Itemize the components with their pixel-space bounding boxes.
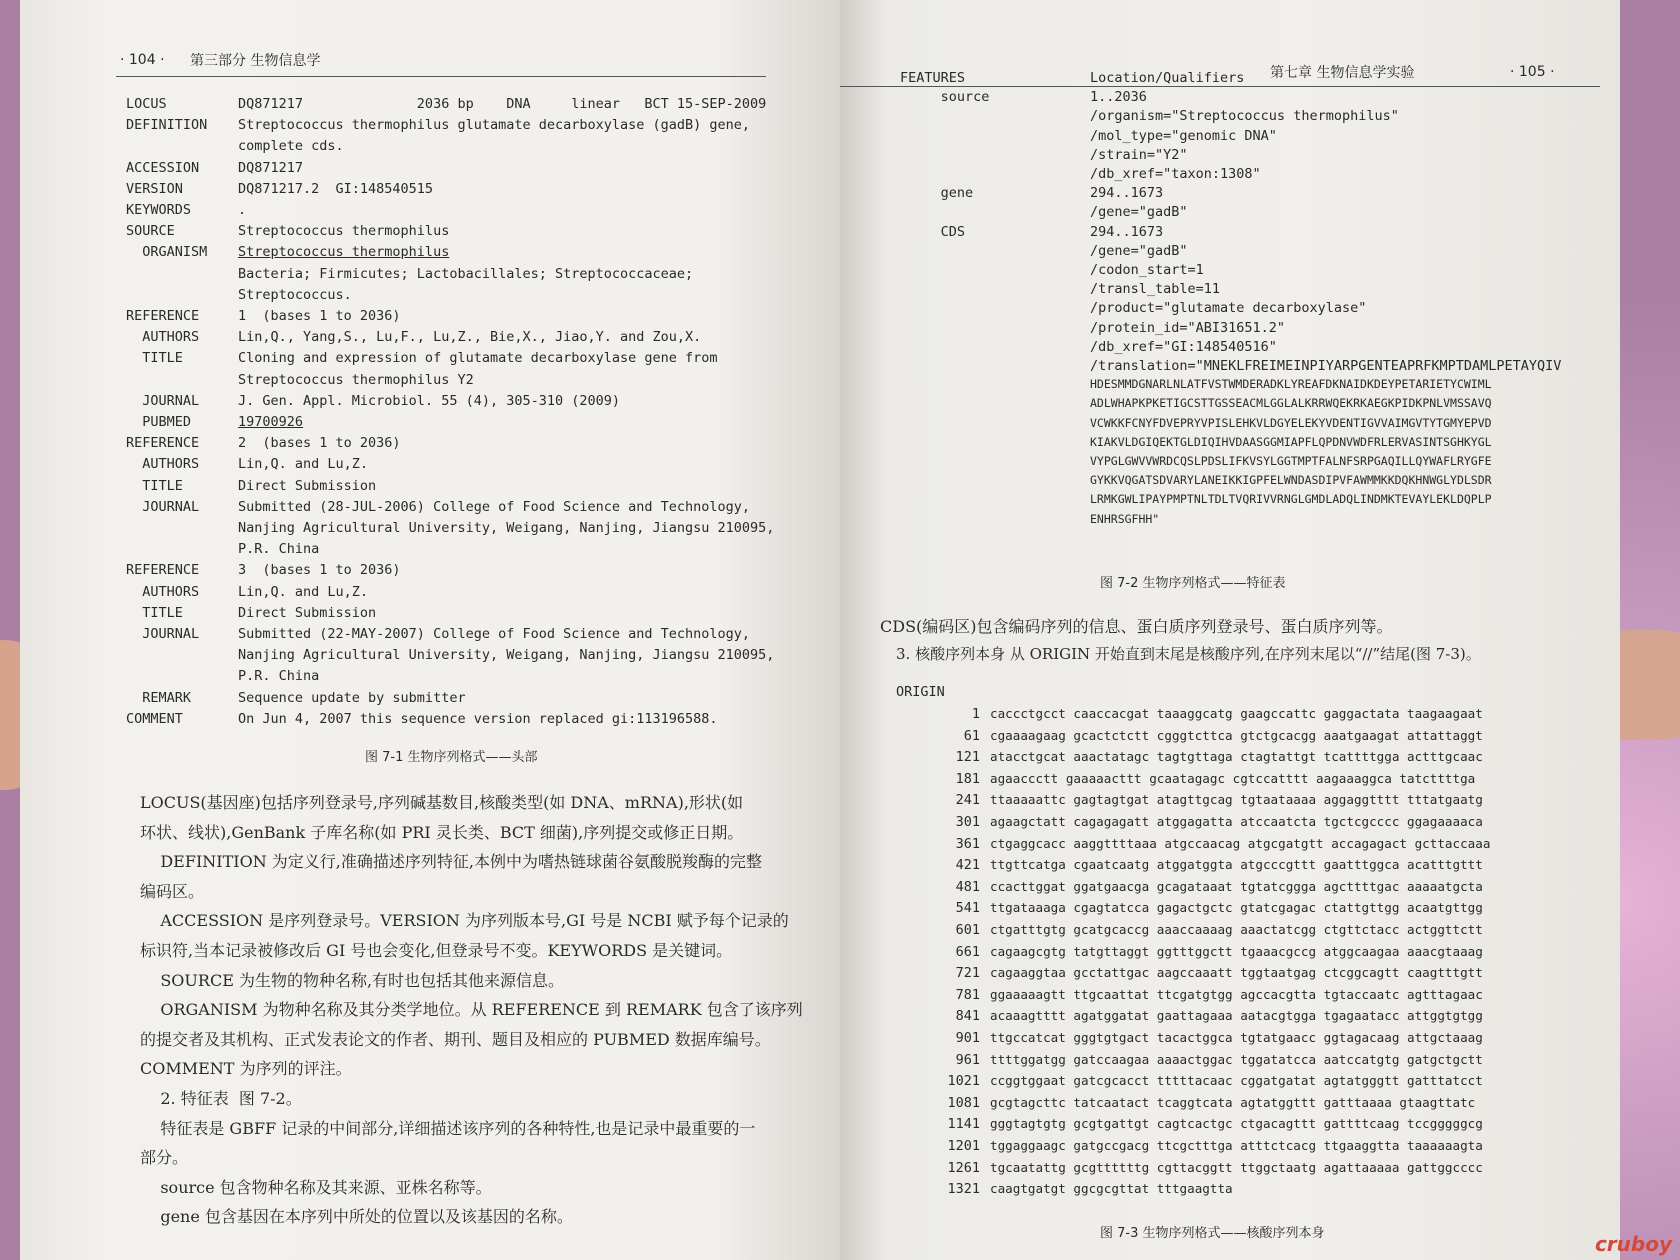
sequence-position: 121	[955, 749, 980, 766]
feature-value: 1..2036	[1090, 89, 1147, 106]
feature-value: /protein_id="ABI31651.2"	[1090, 319, 1286, 336]
record-key: KEYWORDS	[126, 202, 192, 218]
sequence-position: 781	[955, 986, 980, 1003]
left-page	[20, 0, 840, 1260]
record-key: SOURCE	[126, 223, 175, 240]
sequence-position: 961	[955, 1051, 980, 1068]
feature-value: /organism="Streptococcus thermophilus"	[1090, 108, 1399, 125]
sequence-position: 1321	[947, 1181, 980, 1198]
feature-value: /transl_table=11	[1090, 281, 1221, 298]
sequence-position: 661	[955, 943, 980, 960]
record-key: COMMENT	[126, 710, 183, 727]
paragraph-line: 标识符,当本记录被修改后 GI 号也会变化,但登录号不变。KEYWORDS 是关键词。	[140, 941, 733, 960]
sequence-position: 721	[955, 965, 980, 982]
record-value: complete cds.	[238, 138, 344, 155]
sequence-bases: caccctgcct caaccacgat taaaggcatg gaagccattc gaggactata taagaagaat	[990, 706, 1483, 721]
record-key: REFERENCE	[126, 308, 200, 324]
sequence-bases: gggtagtgtg gcgtgattgt cagtcactgc ctgacagttt gattttcaag tccgggggcg	[990, 1116, 1483, 1132]
sequence-position: 1	[971, 706, 980, 722]
feature-value: /db_xref="taxon:1308"	[1090, 166, 1261, 182]
feature-value: HDESMMDGNARLNLATFVSTWMDERADKLYREAFDKNAIDKDEYPETARIETYCWIML	[1090, 377, 1492, 392]
paragraph-line: LOCUS(基因座)包括序列登录号,序列碱基数目,核酸类型(如 DNA、mRNA),形状(如	[140, 793, 744, 812]
record-value: Cloning and expression of glutamate decarboxylase gene from	[238, 350, 718, 367]
paragraph-line: 环状、线状),GenBank 子库名称(如 PRI 灵长类、BCT 细菌),序列提交或修正日期。	[140, 822, 744, 842]
record-value: DQ871217	[238, 159, 304, 176]
record-key: AUTHORS	[126, 583, 200, 600]
record-value: Lin,Q. and Lu,Z.	[238, 456, 369, 473]
record-value: 1 (bases 1 to 2036)	[238, 308, 401, 324]
sequence-position: 841	[955, 1008, 980, 1025]
sequence-position: 1021	[947, 1073, 980, 1090]
record-value: Bacteria; Firmicutes; Lactobacillales; Streptococcaceae;	[238, 265, 694, 282]
record-key: TITLE	[126, 477, 183, 494]
right-header-title: 第七章 生物信息学实验	[1270, 65, 1415, 81]
sequence-bases: ccacttggat ggatgaacga gcagataaat tgtatcggga agcttttgac aaaaatgcta	[990, 878, 1483, 894]
record-key: TITLE	[126, 604, 183, 621]
paragraph-line: 部分。	[140, 1148, 189, 1168]
paragraph-line: ORGANISM 为物种名称及其分类学地位。从 REFERENCE 到 REMARK 包含了该序列	[140, 1000, 803, 1020]
record-key: REFERENCE	[126, 562, 200, 579]
record-key: ACCESSION	[126, 159, 200, 176]
watermark-text: cruboy	[1594, 1232, 1672, 1256]
feature-value: /codon_start=1	[1090, 262, 1204, 278]
sequence-bases: ttgccatcat gggtgtgact tacactggca tgtatgaacc ggtagacaag attgctaaag	[990, 1030, 1483, 1045]
feature-value: /gene="gadB"	[1090, 242, 1188, 259]
paragraph-line: 特征表是 GBFF 记录的中间部分,详细描述该序列的各种特性,也是记录中最重要的一	[140, 1118, 756, 1138]
record-value: DQ871217.2 GI:148540515	[238, 180, 434, 197]
record-key: JOURNAL	[126, 392, 200, 409]
feature-value: KIAKVLDGIQEKTGLDIQIHVDAASGGMIAPFLQPDNVWDFRLERVASINTSGHKYGL	[1090, 434, 1492, 449]
sequence-position: 1081	[947, 1094, 980, 1111]
feature-value: /gene="gadB"	[1090, 204, 1188, 221]
record-value: Direct Submission	[238, 604, 377, 621]
record-value: On Jun 4, 2007 this sequence version replaced gi:113196588.	[238, 710, 718, 727]
record-key: TITLE	[126, 350, 183, 367]
record-value: J. Gen. Appl. Microbiol. 55 (4), 305-310 (2009)	[238, 392, 621, 409]
sequence-position: 61	[963, 727, 980, 744]
sequence-position: 181	[955, 770, 980, 787]
record-value: Streptococcus thermophilus	[238, 223, 450, 240]
record-value: Lin,Q., Yang,S., Lu,F., Lu,Z., Bie,X., Jiao,Y. and Zou,X.	[238, 329, 702, 346]
record-value: 2 (bases 1 to 2036)	[238, 435, 401, 452]
record-key: REFERENCE	[126, 435, 200, 452]
left-header-rule	[116, 76, 766, 77]
right-header-rule	[840, 86, 1600, 87]
sequence-bases: agaaccctt gaaaaacttt gcaatagagc cgtccatttt aagaaaggca tatcttttga	[990, 770, 1476, 786]
feature-key: source	[900, 89, 990, 106]
feature-value: /db_xref="GI:148540516"	[1090, 338, 1277, 355]
sequence-bases: ctgaggcacc aaggttttaaa atgccaacag atgcgatgtt accagagact gcttaccaaa	[990, 835, 1491, 851]
record-key: LOCUS	[126, 96, 167, 112]
feature-value: /strain="Y2"	[1090, 146, 1188, 163]
sequence-bases: tggaggaagc gatgccgacg ttcgctttga atttctcacg ttgaaggtta taaaaaagta	[990, 1138, 1483, 1153]
feature-value: /product="glutamate decarboxylase"	[1090, 300, 1367, 317]
sequence-bases: ctgatttgtg gcatgcaccg aaaccaaaag aaactatcgg ctgttctacc actggttctt	[990, 922, 1483, 937]
left-page-number: · 104 ·	[120, 52, 165, 68]
feature-value: ENHRSGFHH"	[1090, 511, 1160, 526]
feature-value: LRMKGWLIPAYPMPTNLTDLTVQRIVVRNGLGMDLADQLINDMKTEVAYLEKLDQPLP	[1090, 492, 1492, 507]
sequence-bases: ccggtggaat gatcgcacct tttttacaac cggatgatat agtatgggtt gatttatcct	[990, 1073, 1483, 1089]
record-value: Direct Submission	[238, 477, 377, 494]
feature-key: FEATURES	[900, 70, 966, 86]
record-key: PUBMED	[126, 414, 192, 430]
figure-7-2-caption: 图 7-2 生物序列格式——特征表	[1100, 576, 1286, 591]
record-value: Streptococcus thermophilus glutamate decarboxylase (gadB) gene,	[238, 117, 751, 134]
record-value: P.R. China	[238, 541, 320, 558]
figure-7-1-caption: 图 7-1 生物序列格式——头部	[365, 750, 538, 765]
sequence-position: 301	[955, 814, 980, 830]
paragraph-line: 的提交者及其机构、正式发表论文的作者、期刊、题目及相应的 PUBMED 数据库编号。	[140, 1029, 771, 1049]
sequence-bases: acaaagtttt agatggatat gaattagaaa aatacgtgga tgagaatacc attggtgtgg	[990, 1008, 1483, 1024]
paragraph-line: COMMENT 为序列的评注。	[140, 1059, 352, 1079]
right-page	[840, 0, 1620, 1260]
feature-value: VYPGLGWVVWRDCQSLPDSLIFKVSYLGGTMPTFALNFSRPGAQILLQYWAFLRYGFE	[1090, 454, 1492, 468]
record-value: Lin,Q. and Lu,Z.	[238, 583, 369, 600]
sequence-position: 1261	[947, 1159, 980, 1176]
record-value: DQ871217 2036 bp DNA linear BCT 15-SEP-2009	[238, 96, 767, 112]
record-value: Nanjing Agricultural University, Weigang, Nanjing, Jiangsu 210095,	[238, 520, 775, 536]
sequence-bases: ggaaaaagtt ttgcaattat ttcgatgtgg agccacgtta tgtaccaatc agtttagaac	[990, 986, 1483, 1002]
sequence-position: 421	[955, 857, 980, 874]
paragraph-line: SOURCE 为生物的物种名称,有时也包括其他来源信息。	[140, 970, 565, 990]
sequence-position: 901	[955, 1030, 980, 1046]
record-key: JOURNAL	[126, 498, 200, 515]
left-header-title: 第三部分 生物信息学	[190, 53, 321, 69]
sequence-bases: agaagctatt cagagagatt atggagatta atccaatcta tgctcgcccc ggagaaaaca	[990, 814, 1483, 829]
record-value: 19700926	[238, 414, 304, 430]
feature-value: /mol_type="genomic DNA"	[1090, 127, 1277, 144]
sequence-bases: ttttggatgg gatccaagaa aaaactggac tggatatcca aatccatgtg gatgctgctt	[990, 1051, 1483, 1067]
record-value: 3 (bases 1 to 2036)	[238, 562, 401, 579]
record-key: AUTHORS	[126, 456, 200, 473]
record-key: VERSION	[126, 180, 183, 197]
record-value: Nanjing Agricultural University, Weigang, Nanjing, Jiangsu 210095,	[238, 647, 775, 664]
record-value: P.R. China	[238, 668, 320, 685]
paragraph-line: gene 包含基因在本序列中所处的位置以及该基因的名称。	[140, 1207, 573, 1227]
sequence-bases: ttgttcatga cgaatcaatg atggatggta atgcccgttt gaatttggca acatttgttt	[990, 857, 1483, 873]
sequence-paragraph: 3. 核酸序列本身 从 ORIGIN 开始直到末尾是核酸序列,在序列末尾以“//”结尾(图 7-3)。	[896, 645, 1481, 663]
record-value: Submitted (22-MAY-2007) College of Food Science and Technology,	[238, 626, 751, 642]
paragraph-line: ACCESSION 是序列登录号。VERSION 为序列版本号,GI 号是 NCBI 赋予每个记录的	[140, 911, 789, 931]
record-value: Streptococcus thermophilus	[238, 244, 450, 261]
record-value: Submitted (28-JUL-2006) College of Food Science and Technology,	[238, 498, 751, 515]
record-value: Sequence update by submitter	[238, 689, 466, 706]
figure-7-3-caption: 图 7-3 生物序列格式——核酸序列本身	[1100, 1226, 1325, 1241]
paragraph-line: DEFINITION 为定义行,准确描述序列特征,本例中为嗜热链球菌谷氨酸脱羧酶的完整	[140, 852, 762, 872]
sequence-bases: cgaaaagaag gcactctctt cgggtcttca gtctgcacgg aaatgaagat attattaggt	[990, 727, 1483, 743]
sequence-position: 1141	[947, 1116, 980, 1133]
sequence-position: 541	[955, 900, 980, 917]
sequence-bases: ttgataaaga cgagtatcca gagactgctc gtatcgagac ctattgttgg acaatgttgg	[990, 900, 1483, 916]
record-value: Streptococcus.	[238, 286, 352, 303]
origin-label: ORIGIN	[896, 684, 945, 700]
sequence-position: 1201	[947, 1138, 980, 1154]
record-key: DEFINITION	[126, 117, 208, 134]
sequence-position: 481	[955, 878, 980, 895]
sequence-bases: gcgtagcttc tatcaatact tcaggtcata agtatggttt gatttaaaa gtaagttatc	[990, 1094, 1476, 1110]
cds-paragraph: CDS(编码区)包含编码序列的信息、蛋白质序列登录号、蛋白质序列等。	[880, 617, 1393, 636]
record-value: .	[238, 202, 247, 218]
feature-value: 294..1673	[1090, 185, 1164, 202]
record-key: REMARK	[126, 689, 192, 706]
feature-key: CDS	[900, 223, 966, 240]
paragraph-line: source 包含物种名称及其来源、亚株名称等。	[140, 1177, 492, 1197]
record-value: Streptococcus thermophilus Y2	[238, 371, 474, 388]
feature-value: ADLWHAPKPKETIGCSTTGSSEACMLGGLALKRRWQEKRKAEGKPIDKPNLVMSSAVQ	[1090, 396, 1492, 411]
sequence-bases: caagtgatgt ggcgcgttat tttgaagtta	[990, 1181, 1233, 1197]
feature-key: gene	[900, 185, 974, 202]
paragraph-line: 编码区。	[140, 881, 205, 901]
record-key: JOURNAL	[126, 626, 200, 642]
sequence-position: 361	[955, 835, 980, 852]
sequence-bases: cagaaggtaa gcctattgac aagccaaatt tggtaatgag ctcggcagtt caagtttgtt	[990, 965, 1483, 981]
paragraph-line: 2. 特征表 图 7-2。	[140, 1089, 302, 1108]
feature-value: GYKKVQGATSDVARYLANEIKKIGPFELWNDASDIPVFAWMMKKDQKHNWGLYDLSDR	[1090, 473, 1492, 488]
sequence-position: 241	[955, 792, 980, 809]
feature-value: Location/Qualifiers	[1090, 70, 1245, 86]
feature-value: 294..1673	[1090, 223, 1164, 240]
record-key: ORGANISM	[126, 244, 208, 261]
feature-value: /translation="MNEKLFREIMEINPIYARPGENTEAPRFKMPTDAMLPETAYQIV	[1090, 358, 1562, 374]
sequence-position: 601	[955, 922, 980, 938]
sequence-bases: ttaaaaattc gagtagtgat atagttgcag tgtaataaaa aggaggtttt tttatgaatg	[990, 792, 1483, 808]
sequence-bases: tgcaatattg gcgttttttg cgttacggtt ttggctaatg agattaaaaa gattggcccc	[990, 1159, 1483, 1175]
right-page-number: · 105 ·	[1510, 64, 1555, 80]
sequence-bases: atacctgcat aaactatagc tagtgttaga ctagtattgt tcattttgga actttgcaac	[990, 749, 1483, 765]
feature-value: VCWKKFCNYFDVEPRYVPISLEHKVLDGYELEKYVDENTIGVVAIMGVTYTGMYEPVD	[1090, 415, 1492, 430]
record-key: AUTHORS	[126, 329, 200, 346]
sequence-bases: cagaagcgtg tatgttaggt ggtttggctt tgaaacgccg atggcaagaa aaacgtaaag	[990, 943, 1483, 959]
